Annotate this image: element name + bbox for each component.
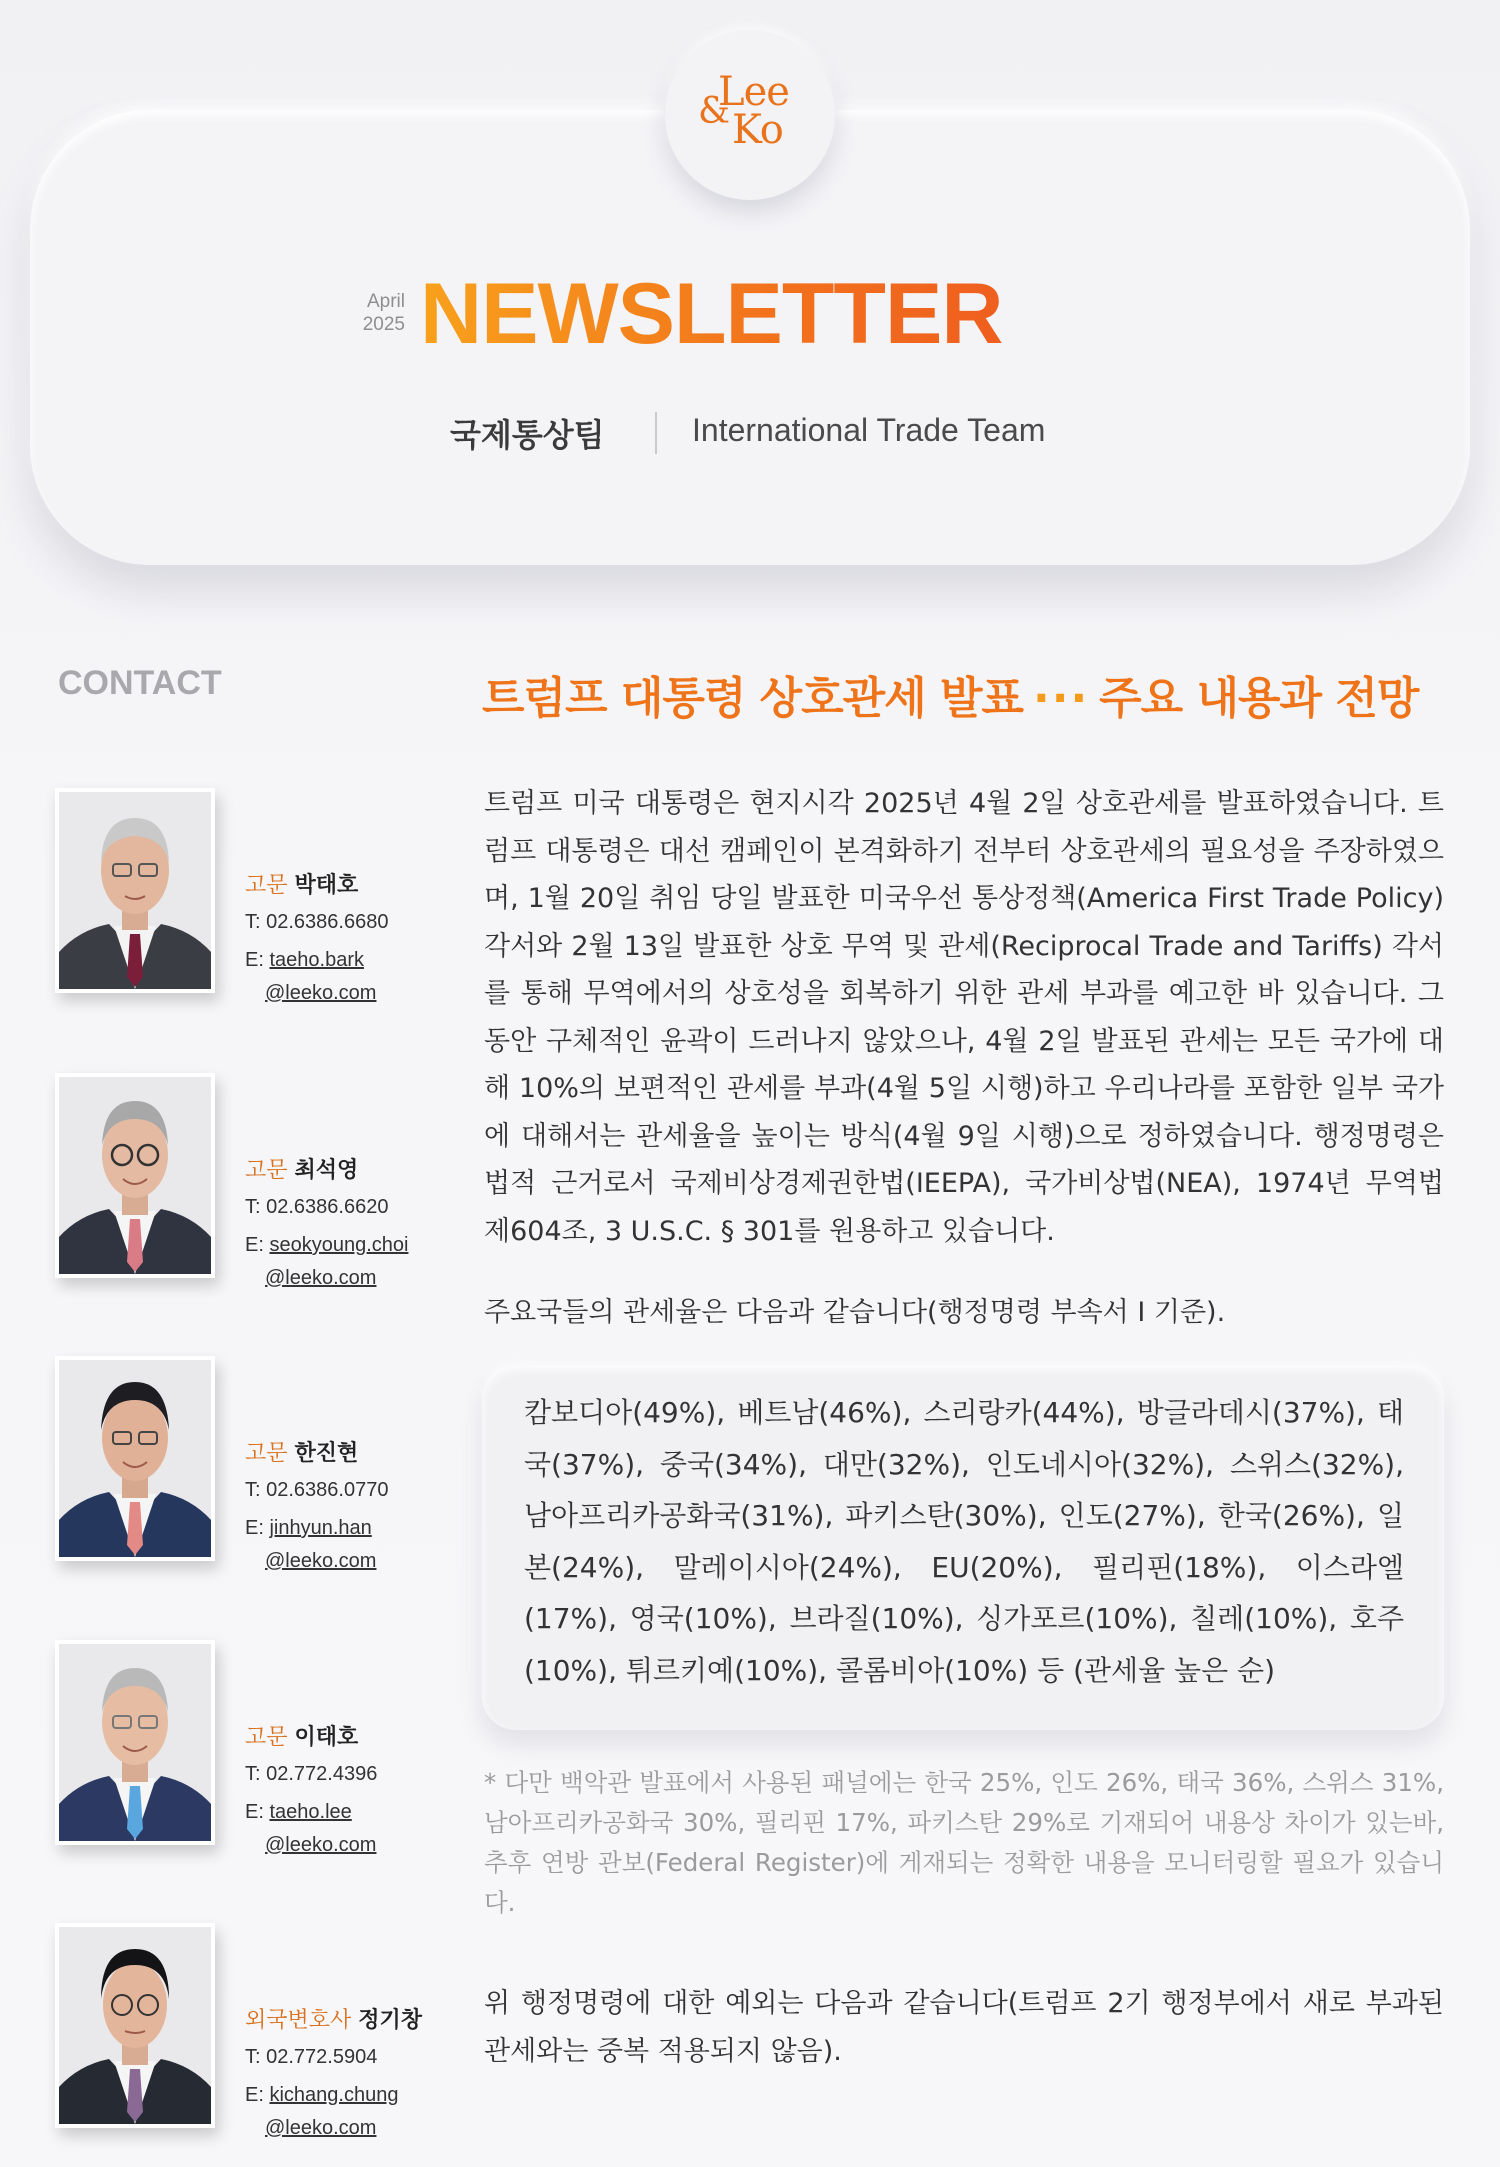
contact-title: [245, 1153, 358, 1184]
contact-role: 고문: [245, 1725, 288, 1750]
contact-role: 고문: [245, 873, 288, 898]
contact-phone: T: 02.772.4396: [245, 1763, 378, 1785]
portrait-image: [59, 792, 211, 989]
contact-photo: [55, 788, 215, 993]
contact-role: 고문: [245, 1158, 288, 1183]
email-domain: @leeko.com: [265, 2117, 377, 2139]
contact-phone: T: 02.6386.6680: [245, 911, 389, 933]
email-link[interactable]: [245, 2084, 398, 2145]
portrait-image: [59, 1644, 211, 1841]
contact-phone: T: 02.6386.6620: [245, 1196, 389, 1218]
contact-role: 외국변호사: [245, 2008, 352, 2033]
article-paragraph-rates-intro: 주요국들의 관세율은 다음과 같습니다(행정명령 부속서 I 기준).: [484, 1297, 1226, 1328]
contact-email: [245, 1512, 376, 1578]
logo-lee-text: Lee: [718, 69, 789, 115]
team-name-korean: 국제통상팀: [450, 416, 605, 454]
contact-photo: [55, 1356, 215, 1561]
article-title-part1: 트럼프 대통령 상호관세 발표: [482, 673, 1024, 724]
logo-ampersand: &: [698, 91, 731, 132]
lee-ko-logo: [690, 69, 810, 162]
email-link[interactable]: [245, 1234, 408, 1295]
article-paragraph-intro: 트럼프 미국 대통령은 현지시각 2025년 4월 2일 상호관세를 발표하였습니다. 트럼프 대통령은 대선 캠페인이 본격화하기 전부터 상호관세의 필요성을 주장하였으며, 1월 20일 취임 당일 발표한 미국우선 통상정책(America First Trade Policy) 각서와 2월 13일 발표한 상호 무역 및 관세(Reciprocal Trade and Tariffs) 각서를 통해 무역에서의 상호성을 회복하기 위한 관세 부과를 예고한 바 있습니다. 그동안 구체적인 윤곽이 드러나지 않았으나, 4월 2일 발표된 관세는 모든 국가에 대해 10%의 보편적인 관세를 부과(4월 5일 시행)하고 우리나라를 포함한 일부 국가에 대해서는 관세율을 높이는 방식(4월 9일 시행)으로 정하였습니다. 행정명령은 법적 근거로서 국제비상경제권한법(IEEPA), 국가비상법(NEA), 1974년 무역법 제604조, 3 U.S.C. § 301를 원용하고 있습니다.: [484, 788, 1444, 1247]
email-user: jinhyun.han: [269, 1517, 372, 1539]
newsletter-title: NEWSLETTER: [420, 266, 1003, 362]
email-label: E:: [245, 2084, 264, 2106]
email-user: taeho.bark: [269, 949, 364, 971]
email-link[interactable]: [245, 1801, 376, 1862]
email-domain: @leeko.com: [265, 1834, 377, 1856]
contact-title: [245, 1436, 358, 1467]
email-label: E:: [245, 1234, 264, 1256]
tariff-rates-box: [482, 1365, 1444, 1730]
portrait-image: [59, 1360, 211, 1557]
contact-photo: [55, 1923, 215, 2128]
contact-email: [245, 1796, 376, 1862]
email-domain: @leeko.com: [265, 1267, 377, 1289]
contact-photo: [55, 1073, 215, 1278]
contact-title: [245, 868, 358, 899]
contact-name: 최석영: [294, 1158, 359, 1183]
contact-photo: [55, 1640, 215, 1845]
email-user: seokyoung.choi: [269, 1234, 409, 1256]
email-label: E:: [245, 1801, 264, 1823]
contact-email: [245, 2079, 398, 2145]
team-name-english: International Trade Team: [692, 412, 1046, 448]
contact-phone: T: 02.6386.0770: [245, 1479, 389, 1501]
email-link[interactable]: [245, 949, 376, 1010]
email-user: kichang.chung: [269, 2084, 399, 2106]
portrait-image: [59, 1077, 211, 1274]
team-divider: [655, 412, 657, 454]
email-domain: @leeko.com: [265, 982, 377, 1004]
contact-title: [245, 2003, 422, 2034]
email-label: E:: [245, 1517, 264, 1539]
email-user: taeho.lee: [269, 1801, 352, 1823]
tariff-rates-list: 캄보디아(49%), 베트남(46%), 스리랑카(44%), 방글라데시(37%), 태국(37%), 중국(34%), 대만(32%), 인도네시아(32%), 스위스(32%), 남아프리카공화국(31%), 파키스탄(30%), 인도(27%), 한국(26%), 일본(24%), 말레이시아(24%), EU(20%), 필리핀(18%), 이스라엘(17%), 영국(10%), 브라질(10%), 싱가포르(10%), 칠레(10%), 호주(10%), 튀르키예(10%), 콜롬비아(10%) 등 (관세율 높은 순): [524, 1396, 1404, 1687]
contact-title: [245, 1720, 358, 1751]
contact-phone: T: 02.772.5904: [245, 2046, 378, 2068]
contact-name: 정기창: [358, 2008, 423, 2033]
article-title-part2: 주요 내용과 전망: [1099, 673, 1419, 724]
issue-year: 2025: [362, 314, 405, 335]
article-title: [482, 662, 1418, 726]
contact-role: 고문: [245, 1441, 288, 1466]
article-footnote: * 다만 백악관 발표에서 사용된 패널에는 한국 25%, 인도 26%, 태국 36%, 스위스 31%, 남아프리카공화국 30%, 필리핀 17%, 파키스탄 29%로 기재되어 내용상 차이가 있는바, 추후 연방 관보(Federal Register)에 게재되는 정확한 내용을 모니터링할 필요가 있습니다.: [484, 1768, 1444, 1917]
portrait-image: [59, 1927, 211, 2124]
issue-month: April: [366, 291, 405, 312]
email-domain: @leeko.com: [265, 1550, 377, 1572]
contact-heading: CONTACT: [58, 664, 222, 702]
title-dots: ···: [1033, 673, 1090, 724]
contact-name: 이태호: [294, 1725, 359, 1750]
issue-date: [330, 290, 405, 336]
email-label: E:: [245, 949, 264, 971]
article-paragraph-exceptions: 위 행정명령에 대한 예외는 다음과 같습니다(트럼프 2기 행정부에서 새로 부과된 관세와는 중복 적용되지 않음).: [484, 1988, 1444, 2067]
contact-name: 박태호: [294, 873, 359, 898]
contact-email: [245, 1229, 408, 1295]
contact-email: [245, 944, 376, 1010]
contact-name: 한진현: [294, 1441, 359, 1466]
email-link[interactable]: [245, 1517, 376, 1578]
logo-ko-text: Ko: [732, 107, 783, 153]
